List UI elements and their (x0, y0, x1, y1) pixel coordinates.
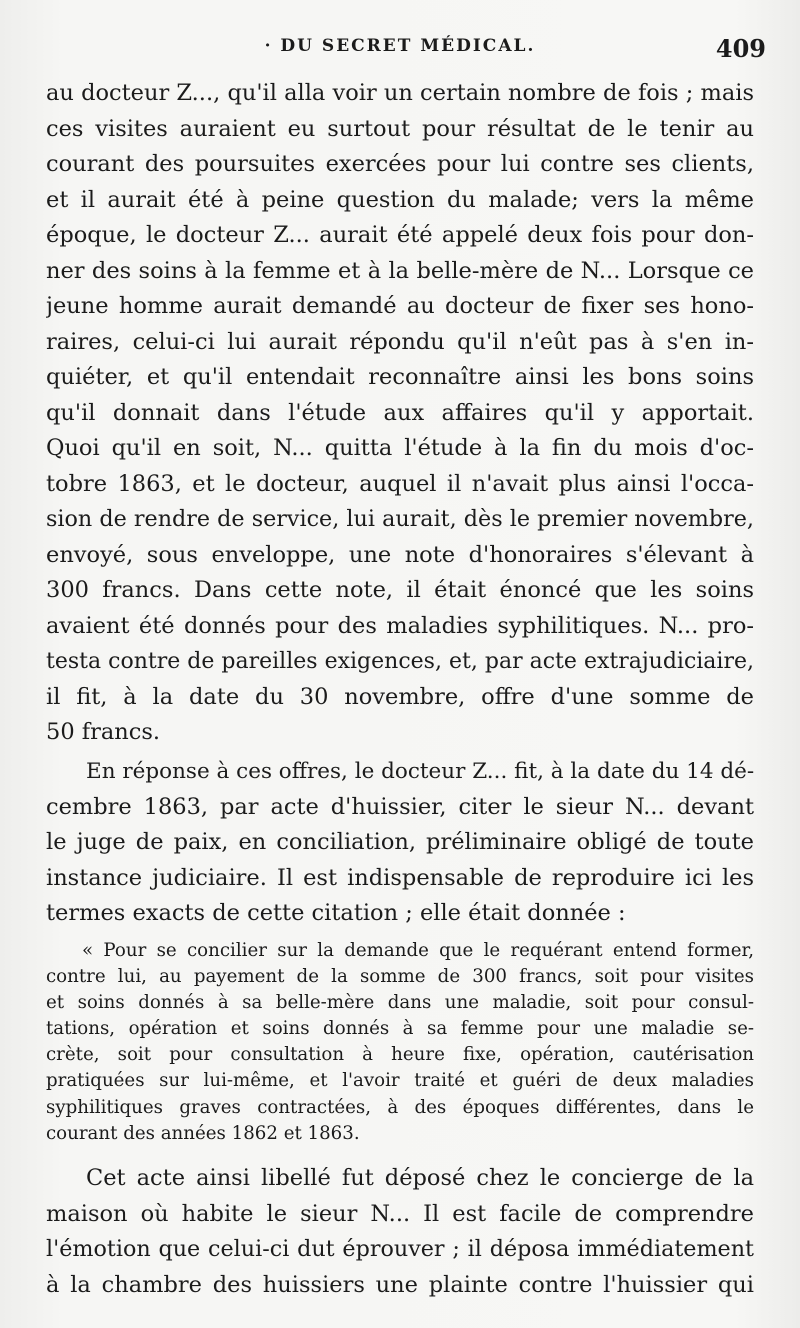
text-line: maison où habite le sieur N... Il est facile de comprendre (46, 1200, 754, 1227)
text-line: qu'il donnait dans l'étude aux affaires qu'il y apportait. (46, 399, 754, 426)
text-line: testa contre de pareilles exigences, et, par acte extrajudiciaire, (46, 649, 754, 674)
text-line: le juge de paix, en conciliation, préliminaire obligé de toute (46, 829, 754, 855)
text-line: Quoi qu'il en soit, N... quitta l'étude à la fin du mois d'oc- (46, 435, 754, 461)
page-number: 409 (715, 34, 766, 63)
text-line: envoyé, sous enveloppe, une note d'honoraires s'élevant à (46, 541, 754, 568)
text-line: il fit, à la date du 30 novembre, offre d'une somme de (46, 683, 754, 710)
text-line: ner des soins à la femme et à la belle-mère de N... Lorsque ce (46, 257, 754, 284)
text-line: quiéter, et qu'il entendait reconnaître ainsi les bons soins (46, 364, 754, 390)
quote-line: tations, opération et soins donnés à sa femme pour une maladie se- (46, 1018, 754, 1040)
page-header (0, 34, 800, 64)
quote-line: et soins donnés à sa belle-mère dans une maladie, soit pour consul- (46, 992, 754, 1014)
text-line: à la chambre des huissiers une plainte contre l'huissier qui (46, 1271, 754, 1298)
text-line: 50 francs. (46, 719, 161, 745)
text-line: instance judiciaire. Il est indispensable de reproduire ici les (46, 864, 754, 891)
text-line: l'émotion que celui-ci dut éprouver ; il déposa immédiatement (46, 1236, 754, 1262)
quote-line: courant des années 1862 et 1863. (46, 1122, 360, 1144)
text-line: courant des poursuites exercées pour lui contre ses clients, (46, 151, 754, 177)
text-line: tobre 1863, et le docteur, auquel il n'avait plus ainsi l'occa- (46, 470, 754, 497)
quote-line: pratiquées sur lui-même, et l'avoir traité et guéri de deux maladies (46, 1070, 754, 1092)
text-line: Cet acte ainsi libellé fut déposé chez le concierge de la (86, 1165, 754, 1191)
text-line: 300 francs. Dans cette note, il était énoncé que les soins (46, 577, 754, 603)
text-line: En réponse à ces offres, le docteur Z... fit, à la date du 14 dé- (86, 759, 754, 784)
quote-line: contre lui, au payement de la somme de 300 francs, soit pour visites (46, 966, 754, 988)
text-line: raires, celui-ci lui aurait répondu qu'il n'eût pas à s'en in- (46, 328, 754, 355)
text-line: sion de rendre de service, lui aurait, dès le premier novembre, (46, 506, 754, 532)
text-line: époque, le docteur Z... aurait été appelé deux fois pour don- (46, 222, 754, 248)
text-line: cembre 1863, par acte d'huissier, citer le sieur N... devant (46, 793, 754, 820)
text-line: jeune homme aurait demandé au docteur de fixer ses hono- (46, 293, 754, 319)
text-line: ces visites auraient eu surtout pour résultat de le tenir au (46, 115, 754, 142)
text-line: au docteur Z..., qu'il alla voir un certain nombre de fois ; mais (46, 80, 754, 106)
running-head: · DU SECRET MÉDICAL. (264, 36, 536, 56)
text-line: avaient été donnés pour des maladies syphilitiques. N... pro- (46, 612, 754, 639)
citation-quote (46, 938, 754, 1147)
text-line: termes exacts de cette citation ; elle était donnée : (46, 900, 626, 926)
paragraph-3 (46, 1161, 754, 1303)
paragraph-2 (46, 754, 754, 932)
quote-line: syphilitiques graves contractées, à des époques différentes, dans le (46, 1096, 754, 1118)
text-line: et il aurait été à peine question du malade; vers la même (46, 186, 754, 213)
paragraph-1 (46, 76, 754, 751)
quote-line: « Pour se concilier sur la demande que le requérant entend former, (82, 940, 754, 961)
quote-line: crète, soit pour consultation à heure fixe, opération, cautérisation (46, 1044, 754, 1066)
